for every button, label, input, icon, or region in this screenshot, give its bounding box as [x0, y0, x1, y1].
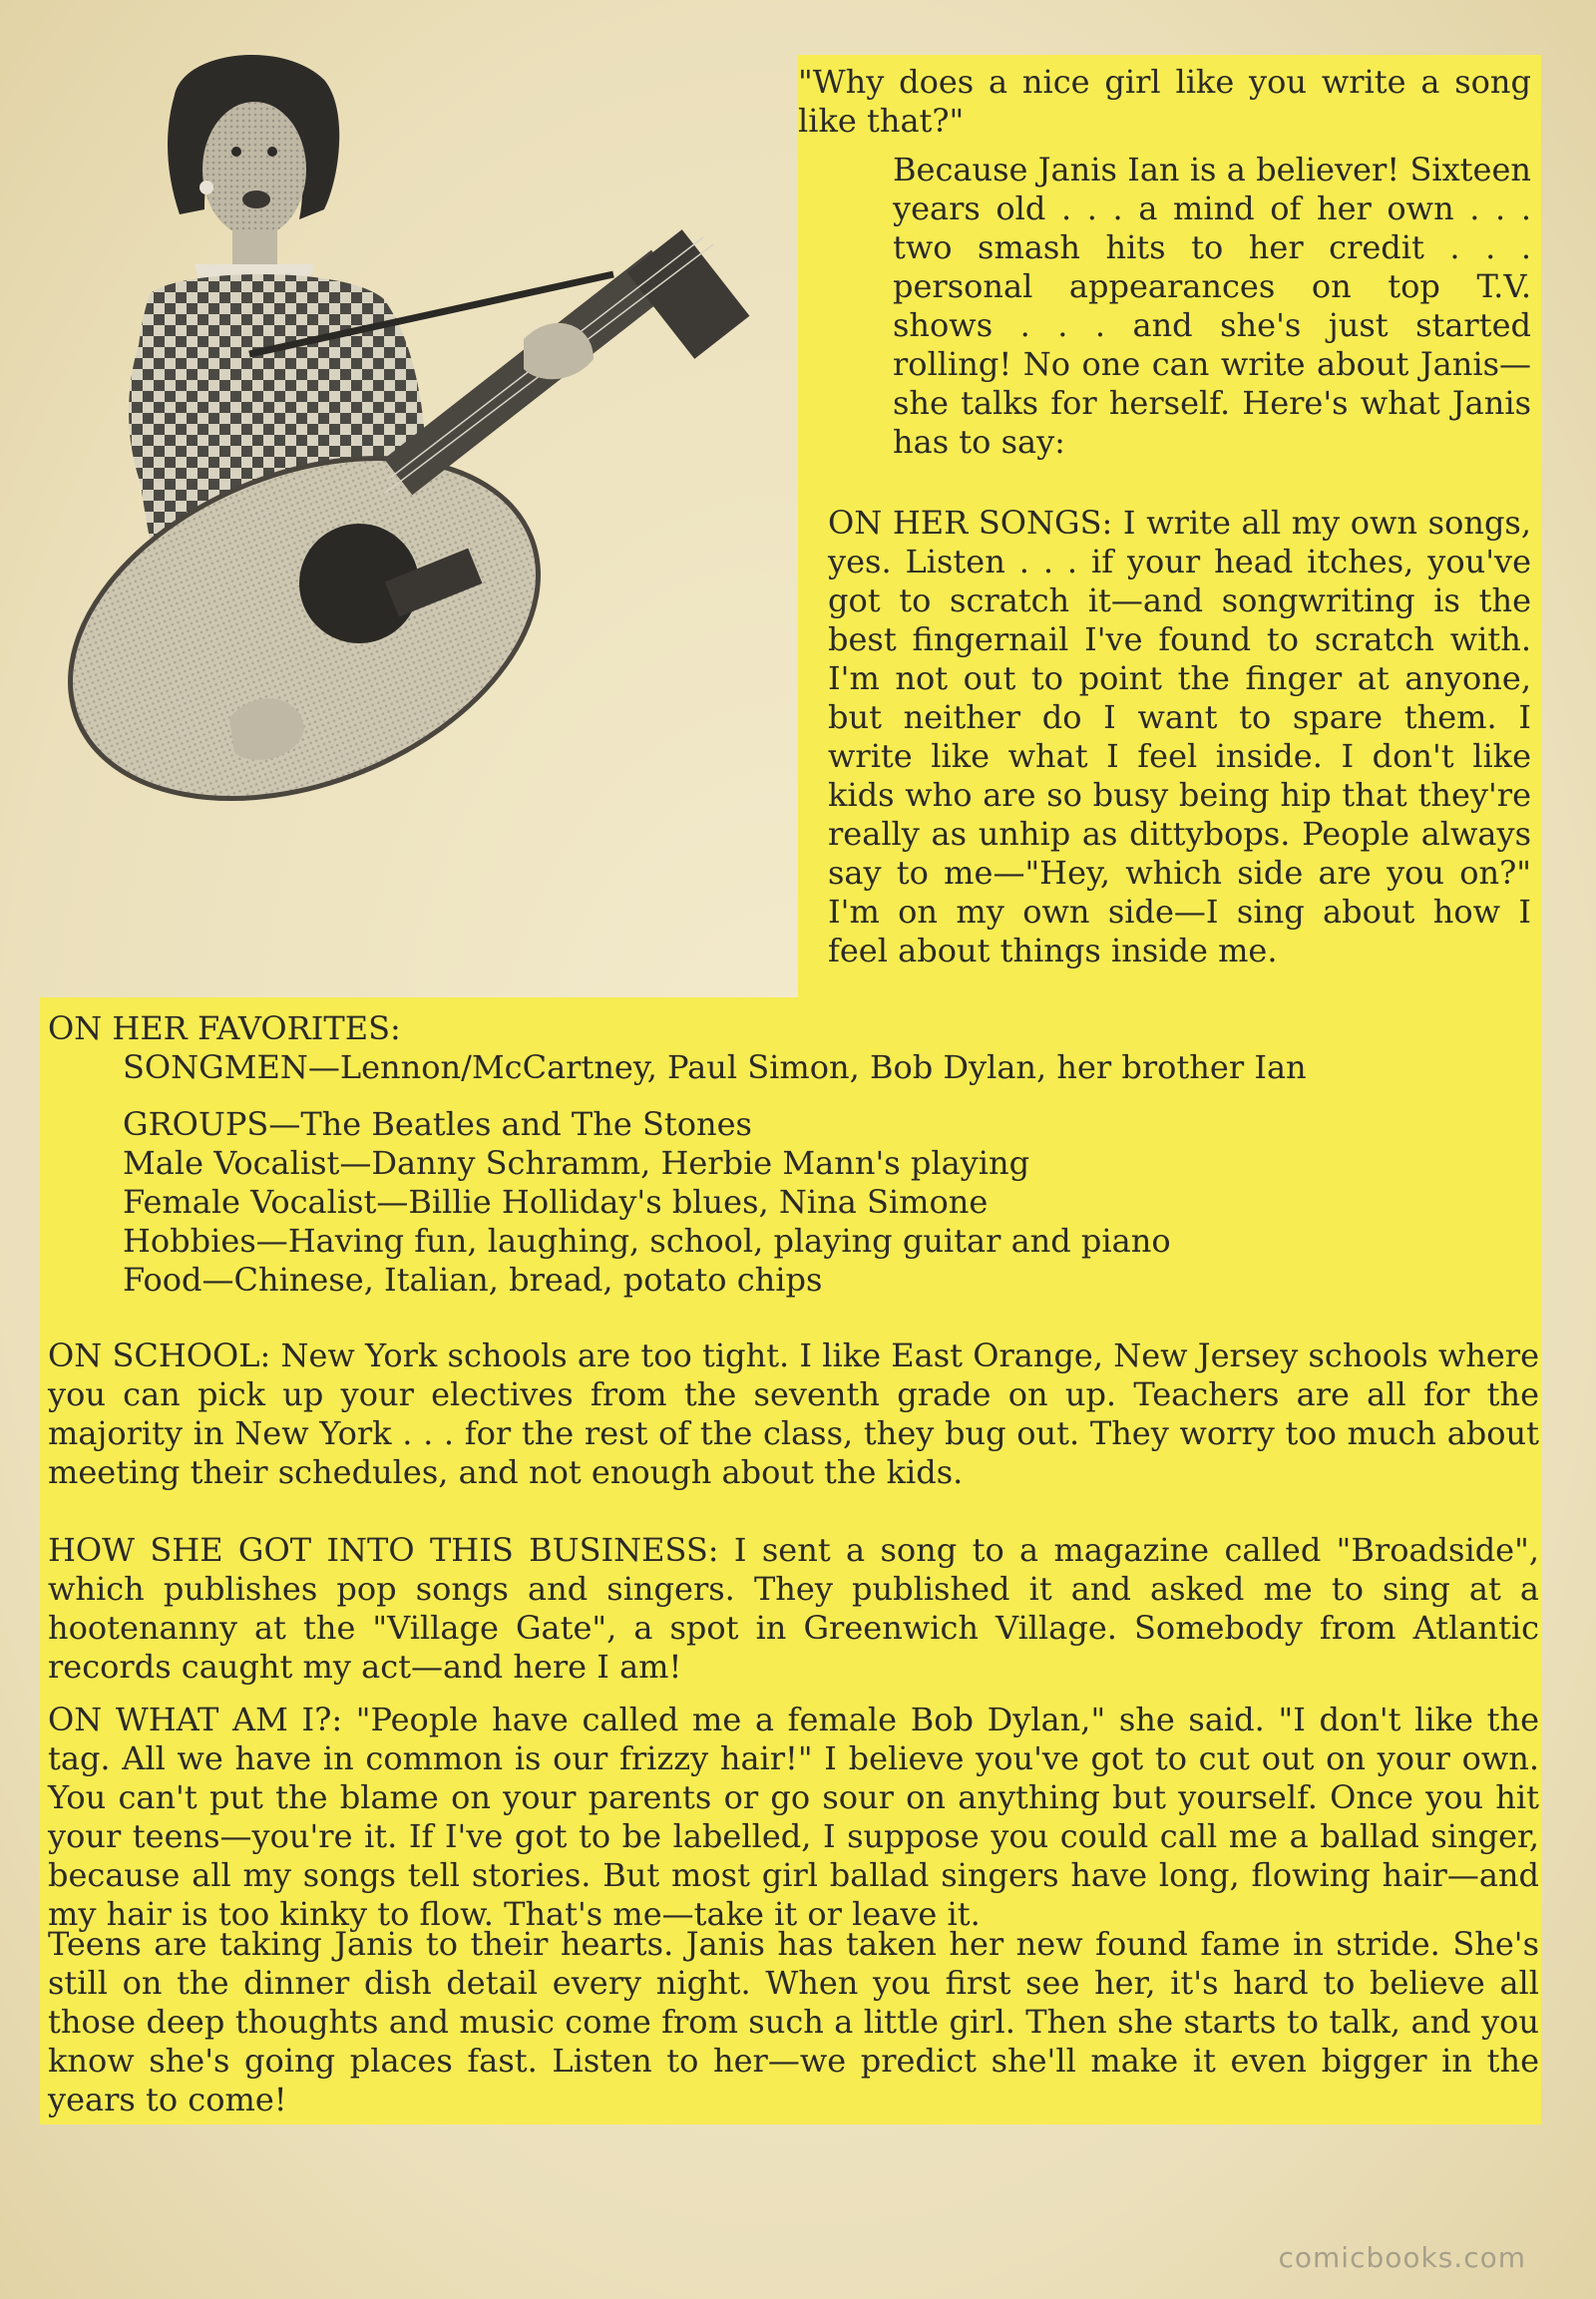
intro-quote: "Why does a nice girl like you write a song like that?"	[798, 63, 1531, 140]
songs-heading: ON HER SONGS:	[828, 504, 1113, 542]
favorite-item: Female Vocalist—Billie Holliday's blues, Nina Simone	[123, 1183, 989, 1221]
whatami-section	[48, 1701, 1539, 1934]
favorite-item: Hobbies—Having fun, laughing, school, playing guitar and piano	[123, 1222, 1171, 1260]
closing-paragraph: Teens are taking Janis to their hearts. Janis has taken her new found fame in stride. She's still on the dinner dish detail every night. When you first see her, it's hard to believe all those deep thoughts and music come from such a little girl. Then she starts to talk, and you know she's going places fast. Listen to her—we predict she'll make it even bigger in the years to come!	[48, 1925, 1539, 2118]
business-heading: HOW SHE GOT INTO THIS BUSINESS:	[48, 1531, 719, 1569]
school-heading: ON SCHOOL:	[48, 1337, 271, 1374]
favorite-item: Food—Chinese, Italian, bread, potato chips	[123, 1261, 823, 1299]
closing-section	[48, 1925, 1539, 2119]
school-text: New York schools are too tight. I like East Orange, New Jersey schools where you can pick up your electives from the seventh grade on up. Teachers are all for the majority in New York . . . for the rest of the class, they bug out. They worry too much about meeting their schedules, and not enough about the kids.	[48, 1337, 1540, 1491]
singer-photo	[55, 40, 798, 997]
favorites-list	[48, 1048, 1524, 1300]
watermark: comicbooks.com	[1278, 2241, 1526, 2274]
songs-text: I write all my own songs, yes. Listen . . . if your head itches, you've got to scratch it—and songwriting is the best fingernail I've found to scratch with. I'm not out to point the finger at anyone, but neither do I want to spare them. I write like what I feel inside. I don't like kids who are so busy being hip that they're really as unhip as dittybops. People always say to me—"Hey, which side are you on?" I'm on my own side—I sing about how I feel about things inside me.	[828, 504, 1532, 969]
whatami-text: "People have called me a female Bob Dylan," she said. "I don't like the tag. All we have in common is our frizzy hair!" I believe you've got to cut out on your own. You can't put the blame on your parents or go sour on anything but yourself. Once you hit your teens—you're it. If I've got to be labelled, I suppose you could call me a ballad singer, because all my songs tell stories. But most girl ballad singers have long, flowing hair—and my hair is too kinky to flow. That's me—take it or leave it.	[48, 1701, 1540, 1933]
favorites-heading: ON HER FAVORITES:	[48, 1009, 401, 1047]
songs-section	[828, 504, 1531, 970]
business-text: I sent a song to a magazine called "Broadside", which publishes pop songs and singers. They published it and asked me to sing at a hootenanny at the "Village Gate", a spot in Greenwich Village. Somebody from Atlantic records caught my act—and here I am!	[48, 1531, 1540, 1686]
intro-paragraph: Because Janis Ian is a believer! Sixteen years old . . . a mind of her own . . . two smash hits to her credit . . . personal appearances on top T.V. shows . . . and she's just started rolling! No one can write about Janis—she talks for herself. Here's what Janis has to say:	[893, 151, 1531, 461]
favorite-item: GROUPS—The Beatles and The Stones	[123, 1105, 752, 1143]
favorites-section	[48, 1009, 1524, 1300]
business-section	[48, 1531, 1539, 1687]
favorite-item: SONGMEN—Lennon/McCartney, Paul Simon, Bob Dylan, her brother Ian	[123, 1048, 1307, 1086]
whatami-heading: ON WHAT AM I?:	[48, 1701, 343, 1738]
intro-section	[798, 63, 1531, 462]
favorite-item: Male Vocalist—Danny Schramm, Herbie Mann's playing	[123, 1144, 1030, 1182]
school-section	[48, 1337, 1539, 1492]
